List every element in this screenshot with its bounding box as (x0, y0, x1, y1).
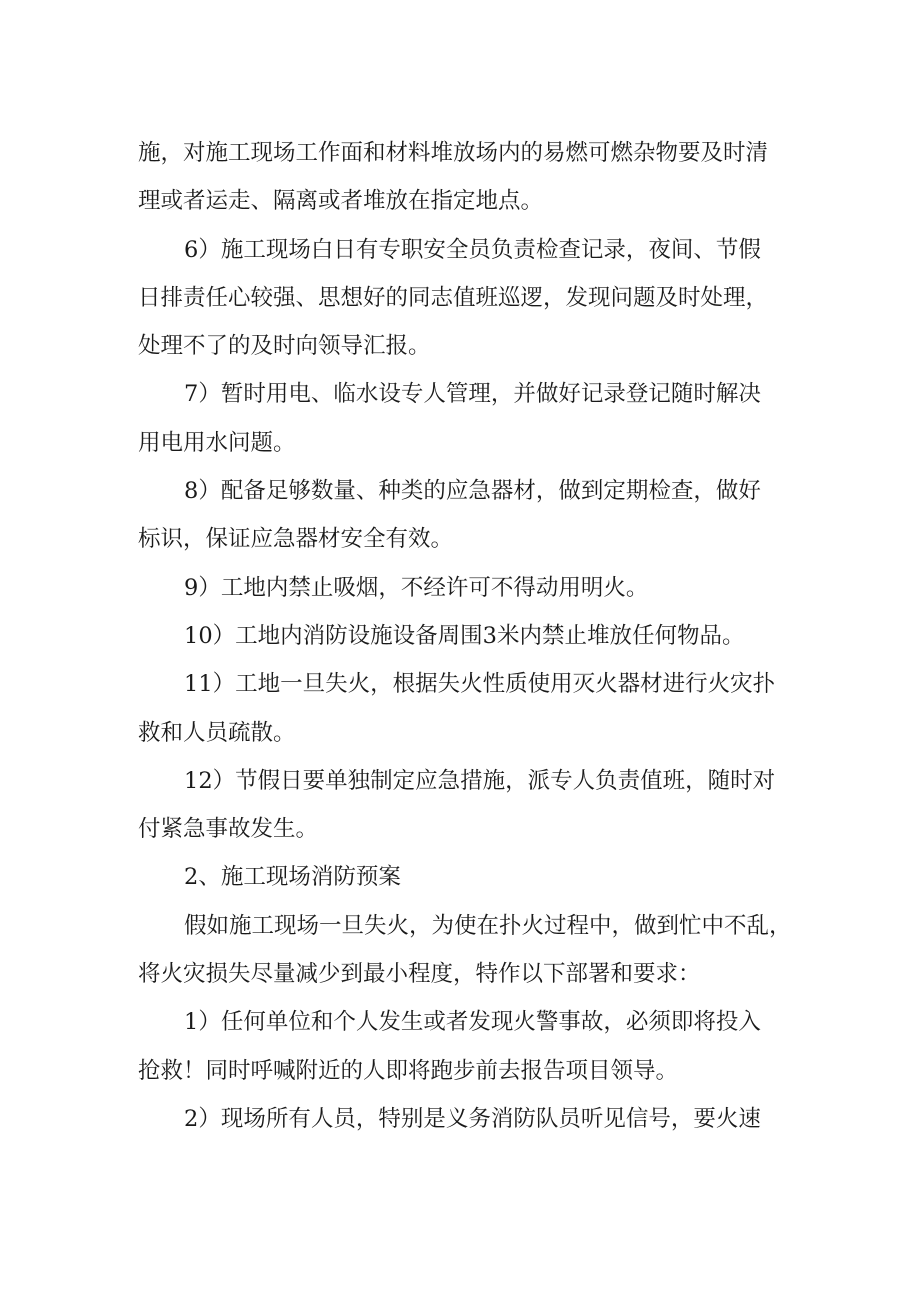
text-line: 日排责任心较强、思想好的同志值班巡逻，发现问题及时处理， (138, 284, 769, 311)
document-body (138, 129, 798, 1143)
text-line: 8）配备足够数量、种类的应急器材，做到定期检查，做好 (184, 478, 761, 505)
text-line: 9）工地内禁止吸烟，不经许可不得动用明火。 (184, 574, 649, 601)
section-heading: 2、施工现场消防预案 (184, 864, 401, 891)
text-line: 1）任何单位和个人发生或者发现火警事故，必须即将投入 (184, 1009, 761, 1036)
text-line: 付紧急事故发生。 (138, 816, 319, 843)
text-line: 理或者运走、隔离或者堆放在指定地点。 (138, 188, 544, 215)
text-line: 11）工地一旦失火，根据失火性质使用灭火器材进行火灾扑 (184, 671, 776, 698)
text-line: 用电用水问题。 (138, 429, 296, 456)
text-line: 12）节假日要单独制定应急措施，派专人负责值班，随时对 (184, 767, 776, 794)
text-line: 10）工地内消防设施设备周围3米内禁止堆放任何物品。 (184, 622, 745, 649)
text-line: 施，对施工现场工作面和材料堆放场内的易燃可燃杂物要及时清 (138, 140, 769, 166)
text-line: 抢救！同时呼喊附近的人即将跑步前去报告项目领导。 (138, 1057, 679, 1084)
text-line: 处理不了的及时向领导汇报。 (138, 333, 431, 360)
text-line: 假如施工现场一旦失火，为使在扑火过程中，做到忙中不乱， (184, 912, 792, 939)
text-line: 标识，保证应急器材安全有效。 (138, 526, 454, 553)
text-line: 6）施工现场白日有专职安全员负责检查记录，夜间、节假 (184, 236, 761, 263)
text-line: 救和人员疏散。 (138, 719, 296, 746)
text-line: 将火灾损失尽量减少到最小程度，特作以下部署和要求： (138, 961, 701, 988)
text-line: 2）现场所有人员，特别是义务消防队员听见信号，要火速 (184, 1105, 761, 1132)
text-line: 7）暂时用电、临水设专人管理，并做好记录登记随时解决 (184, 381, 761, 408)
